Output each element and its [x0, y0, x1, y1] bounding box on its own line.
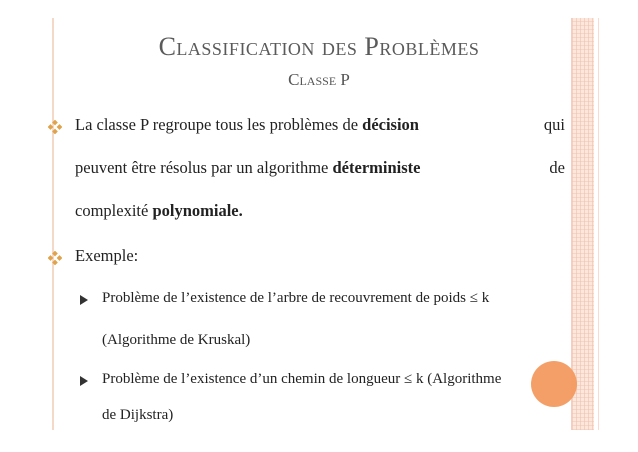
bullet1-line2	[75, 160, 565, 177]
diamond-bullet-icon	[48, 120, 62, 134]
bullet1-line1-end: qui	[543, 115, 565, 134]
bullet1-line2-text: peuvent être résolus par un algorithme	[75, 158, 333, 177]
bullet1-line1	[75, 117, 565, 134]
bullet1-line2-end: de	[549, 158, 565, 177]
bullet2-label: Exemple:	[75, 246, 139, 265]
sub1-line1: Problème de l’existence de l’arbre de recouvrement de poids ≤ k	[102, 290, 490, 306]
slide-title: Classification des Problèmes	[158, 32, 480, 61]
arrow-bullet-icon	[80, 376, 88, 386]
bullet1-line3	[75, 203, 243, 220]
bullet1-keyword-decision: décision	[362, 115, 419, 134]
bullet1-keyword-polynomiale: polynomiale.	[152, 201, 243, 220]
arrow-bullet-icon	[80, 295, 88, 305]
sub1-line2: (Algorithme de Kruskal)	[102, 332, 251, 348]
slide-subtitle: Classe P	[288, 70, 350, 89]
diamond-bullet-icon	[48, 251, 62, 265]
bullet1-line3-text: complexité	[75, 201, 153, 220]
sub2-line2: de Dijkstra)	[102, 407, 174, 423]
sub2-line1: Problème de l’existence d’un chemin de longueur ≤ k (Algorithme	[102, 371, 502, 387]
bullet1-keyword-deterministe: déterministe	[332, 158, 421, 177]
accent-circle	[531, 361, 577, 407]
bullet1-line1-text: La classe P regroupe tous les problèmes de	[75, 115, 363, 134]
